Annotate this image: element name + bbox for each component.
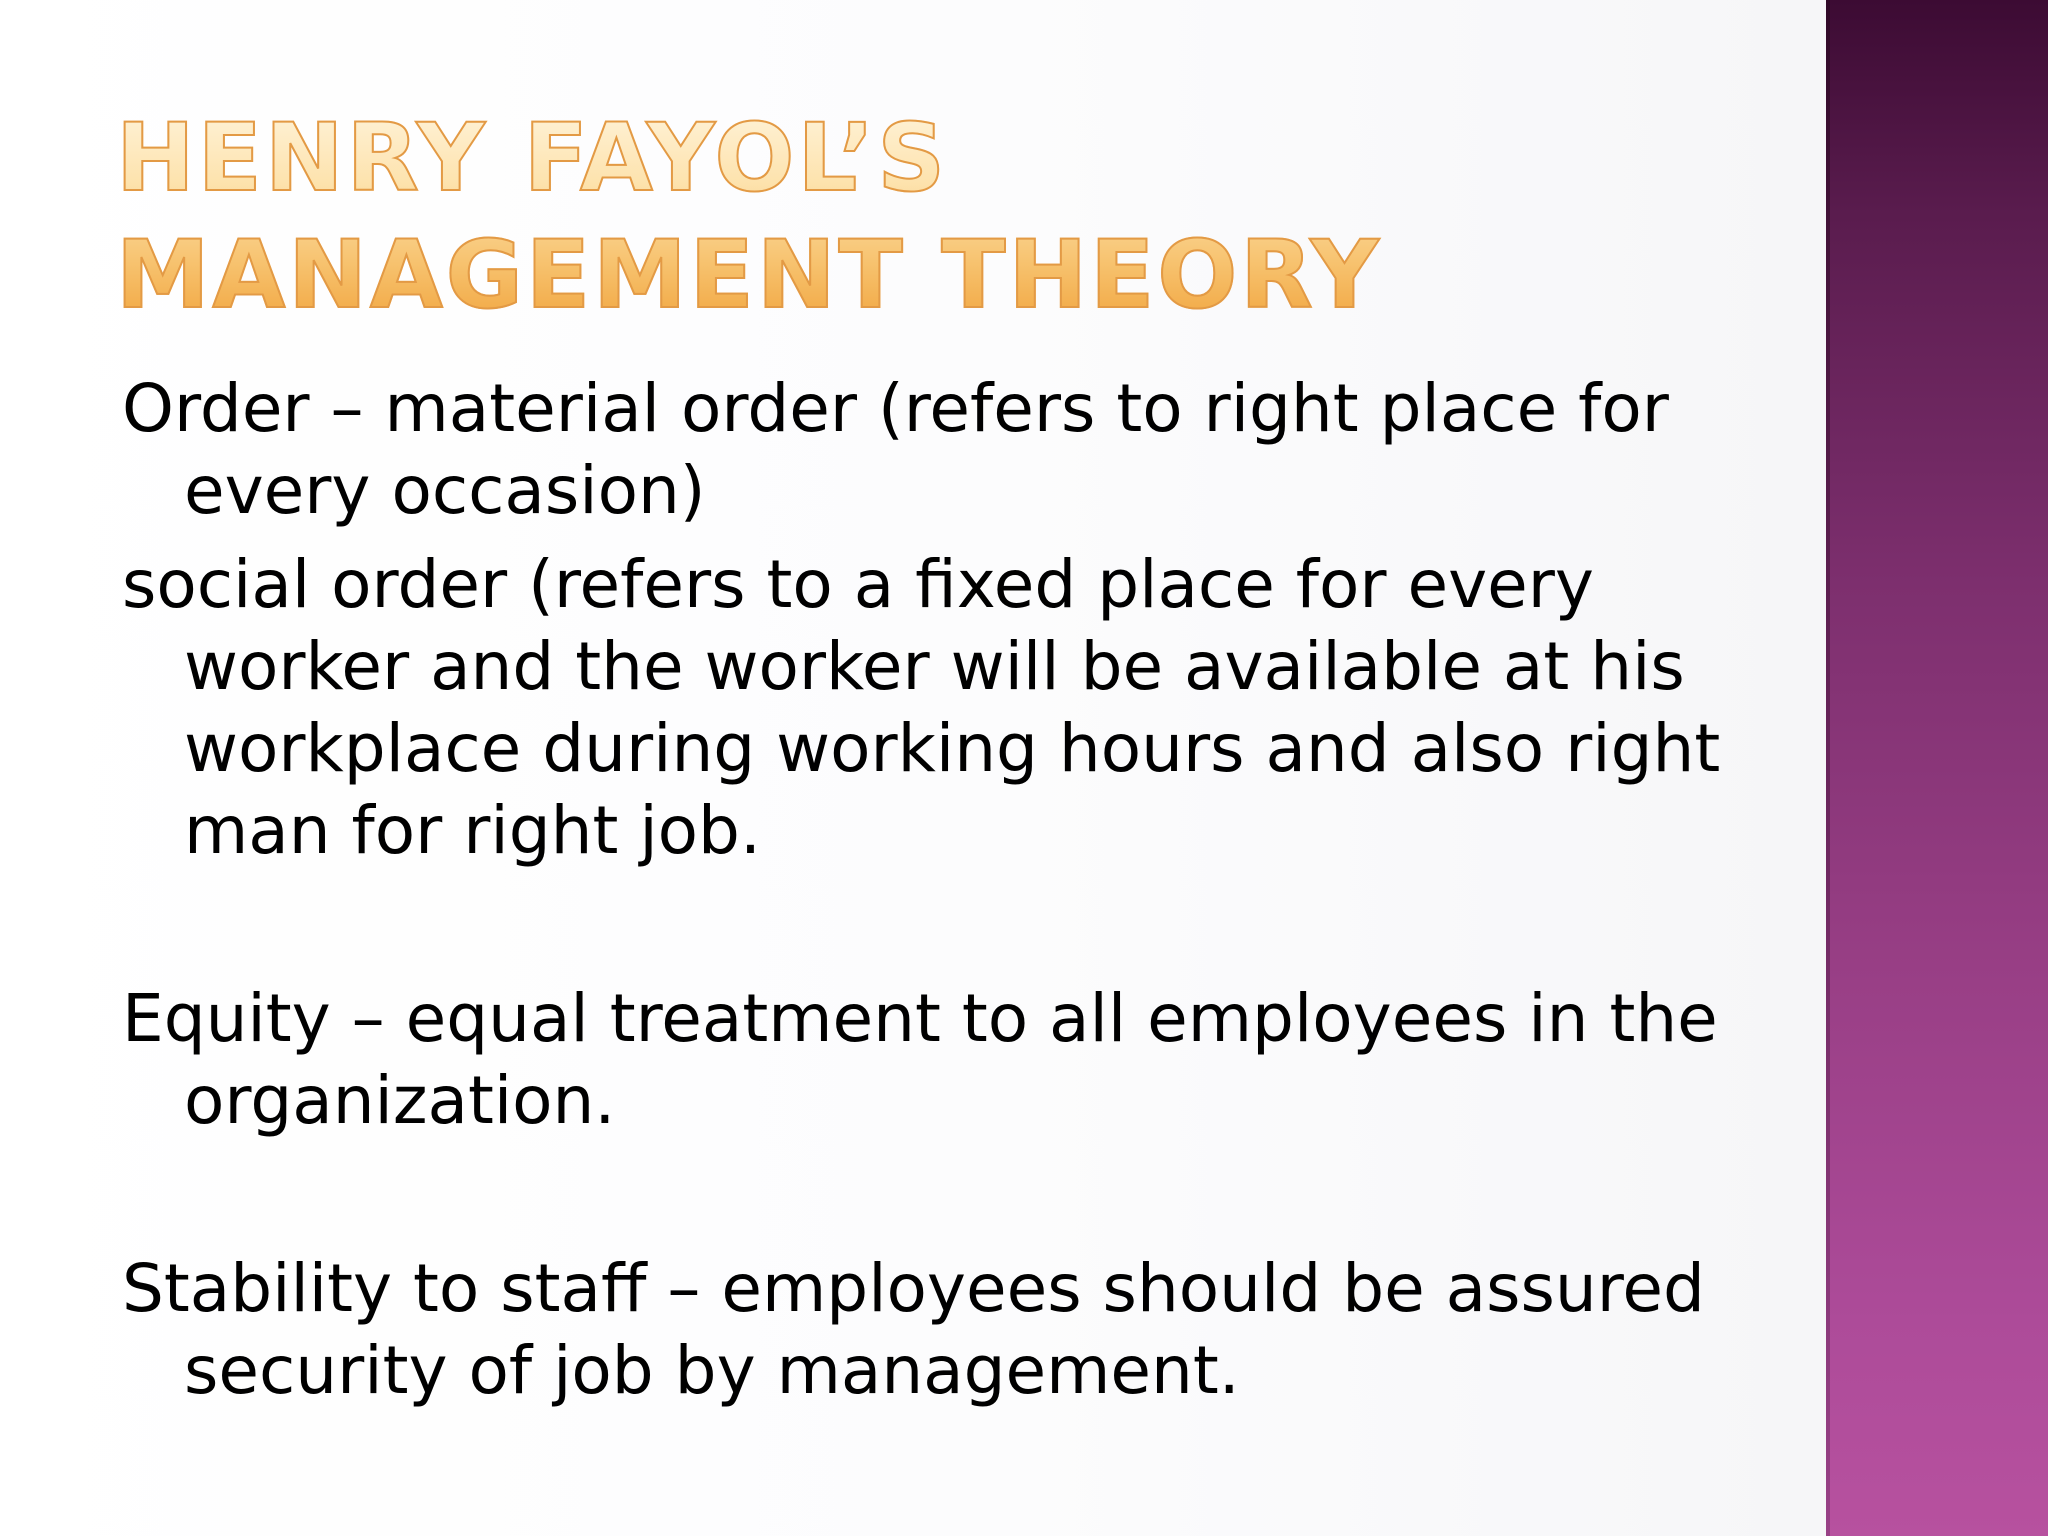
slide-body: [122, 368, 1752, 1412]
paragraph-order: Order – material order (refers to right place for every occasion): [122, 370, 1669, 529]
paragraph-social-order: social order (refers to a fixed place for every worker and the worker will be available at his workplace during working hours and also right man for right job.: [122, 546, 1721, 869]
slide-title: HENRY FAYOL’S MANAGEMENT THEORY: [116, 100, 1676, 334]
paragraph-stability: Stability to staff – employees should be assured security of job by management.: [122, 1250, 1705, 1409]
side-bar-edge: [1826, 0, 1830, 1536]
paragraph-equity: Equity – equal treatment to all employees in the organization.: [122, 980, 1718, 1139]
decorative-side-bar: [1826, 0, 2048, 1536]
